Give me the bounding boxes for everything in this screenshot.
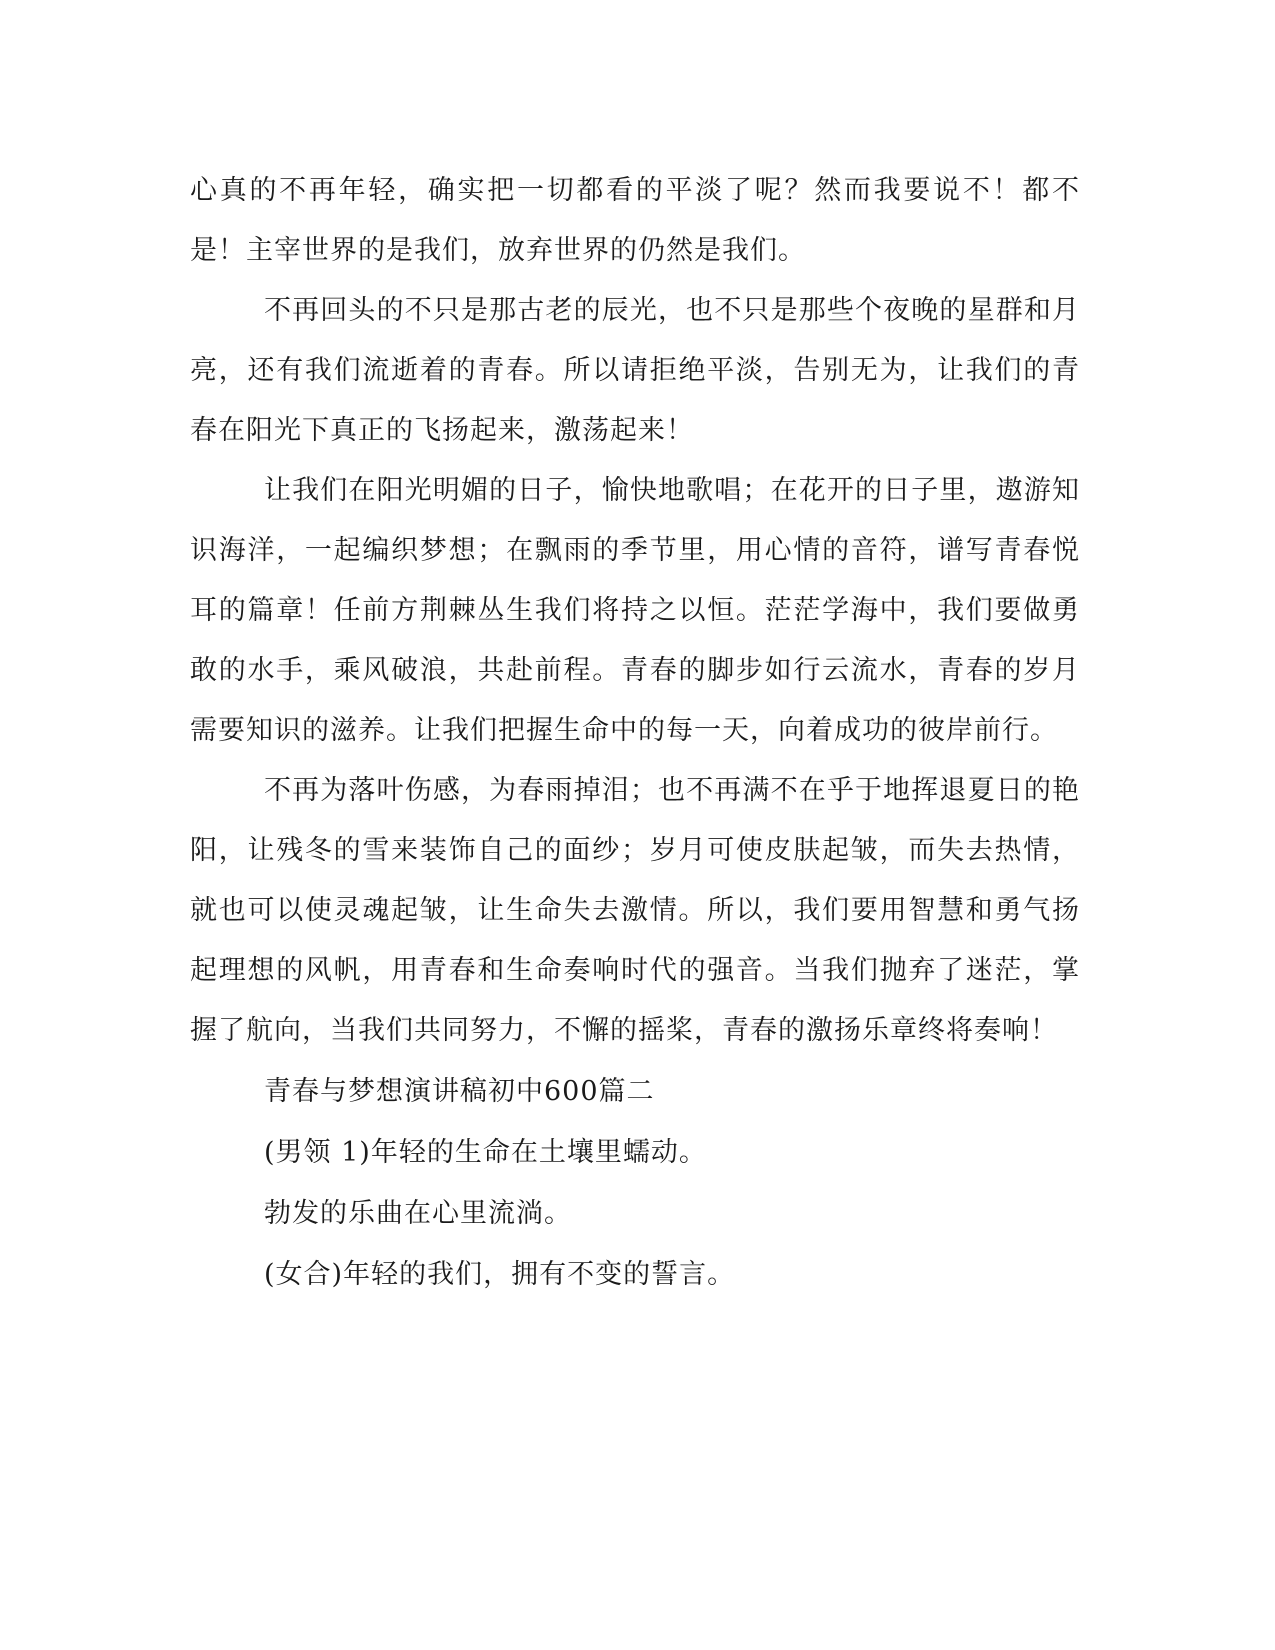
- document-body: [190, 161, 1080, 1305]
- paragraph: 不再回头的不只是那古老的辰光，也不只是那些个夜晚的星群和月亮，还有我们流逝着的青春。所以请拒绝平淡，告别无为，让我们的青春在阳光下真正的飞扬起来，激荡起来！: [190, 295, 1080, 446]
- section-title: 青春与梦想演讲稿初中600篇二: [264, 1076, 655, 1107]
- verse-line: (女合)年轻的我们，拥有不变的誓言。: [264, 1259, 736, 1290]
- verse-line: 勃发的乐曲在心里流淌。: [264, 1198, 572, 1229]
- paragraph: 让我们在阳光明媚的日子，愉快地歌唱；在花开的日子里，遨游知识海洋，一起编织梦想；在飘雨的季节里，用心情的音符，谱写青春悦耳的篇章！任前方荆棘丛生我们将持之以恒。茫茫学海中，我们要做勇敢的水手，乘风破浪，共赴前程。青春的脚步如行云流水，青春的岁月需要知识的滋养。让我们把握生命中的每一天，向着成功的彼岸前行。: [190, 475, 1080, 746]
- paragraph: 不再为落叶伤感，为春雨掉泪；也不再满不在乎于地挥退夏日的艳阳，让残冬的雪来装饰自己的面纱；岁月可使皮肤起皱，而失去热情，就也可以使灵魂起皱，让生命失去激情。所以，我们要用智慧和勇气扬起理想的风帆，用青春和生命奏响时代的强音。当我们抛弃了迷茫，掌握了航向，当我们共同努力，不懈的摇桨，青春的激扬乐章终将奏响！: [190, 775, 1080, 1046]
- verse-line: (男领 1)年轻的生命在土壤里蠕动。: [264, 1137, 707, 1168]
- paragraph: 心真的不再年轻，确实把一切都看的平淡了呢？然而我要说不！都不是！主宰世界的是我们，放弃世界的仍然是我们。: [190, 175, 1080, 266]
